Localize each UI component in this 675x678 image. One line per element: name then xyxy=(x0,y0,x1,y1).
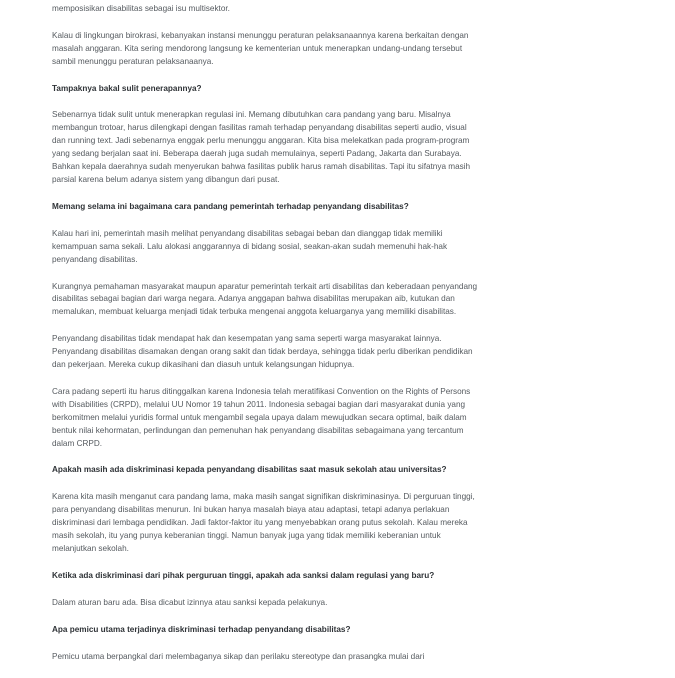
paragraph: Sebenarnya tidak sulit untuk menerapkan regulasi ini. Memang dibutuhkan cara pandang yang baru. Misalnya membangun trotoar, harus dilengkapi dengan fasilitas ramah terhadap penyandang disabilitas seperti audio, visual dan running text. Jadi sebenarnya enggak perlu menunggu anggaran. Kita bisa melekatkan pada program-program yang sedang berjalan saat ini. Beberapa daerah juga sudah memulainya, seperti Padang, Jakarta dan Surabaya. Bahkan kepala daerahnya sudah menyerukan bahwa fasilitas publik harus ramah disabilitas. Tapi itu sifatnya masih parsial karena belum adanya sistem yang dibangun dari pusat. xyxy=(52,110,471,184)
question-heading: Memang selama ini bagaimana cara pandang pemerintah terhadap penyandang disabilitas? xyxy=(52,201,409,211)
paragraph: Pemicu utama berpangkal dari melembaganya sikap dan perilaku stereotype dan prasangka mulai dari xyxy=(52,651,425,661)
paragraph: memposisikan disabilitas sebagai isu multisektor. xyxy=(52,3,230,13)
paragraph: Kurangnya pemahaman masyarakat maupun aparatur pemerintah terkait arti disabilitas dan keberadaan penyandang disabilitas sebagai bagian dari warga negara. Adanya anggapan bahwa disabilitas merupakan aib, kutukan dan memalukan, membuat keluarga menjadi tidak terbuka mengenai anggota keluarganya yang memiliki disabilitas. xyxy=(52,281,478,317)
question-heading: Apakah masih ada diskriminasi kepada penyandang disabilitas saat masuk sekolah atau universitas? xyxy=(52,465,447,475)
paragraph: Dalam aturan baru ada. Bisa dicabut izinnya atau sanksi kepada pelakunya. xyxy=(52,597,328,607)
paragraph: Kalau di lingkungan birokrasi, kebanyakan instansi menunggu peraturan pelaksanaannya karena berkaitan dengan masalah anggaran. Kita sering mendorong langsung ke kementerian untuk menerapkan undang-undang tersebut sambil menunggu peraturan pelaksanaanya. xyxy=(52,30,469,66)
paragraph: Penyandang disabilitas tidak mendapat hak dan kesempatan yang sama seperti warga masyarakat lainnya. Penyandang disabilitas disamakan dengan orang sakit dan tidak berdaya, sehingga tidak perlu diberikan pendidikan dan pekerjaan. Mereka cukup dikasihani dan diasuh untuk kelangsungan hidupnya. xyxy=(52,334,473,370)
question-heading: Tampaknya bakal sulit penerapannya? xyxy=(52,83,202,93)
paragraph: Cara padang seperti itu harus ditinggalkan karena Indonesia telah meratifikasi Convention on the Rights of Persons with Disabilities (CRPD), melalui UU Nomor 19 tahun 2011. Indonesia sebagai bagian dari masyarakat dunia yang berkomitmen melalui yuridis formal untuk mengambil segala upaya dalam mewujudkan secara optimal, baik dalam bentuk nilai kehormatan, perlindungan dan pemenuhan hak penyandang disabilitas sebagaimana yang tercantum dalam CRPD. xyxy=(52,386,471,448)
question-heading: Ketika ada diskriminasi dari pihak perguruan tinggi, apakah ada sanksi dalam regulasi yang baru? xyxy=(52,570,435,580)
article-body xyxy=(52,0,482,678)
question-heading: Apa pemicu utama terjadinya diskriminasi terhadap penyandang disabilitas? xyxy=(52,624,351,634)
paragraph: Kalau hari ini, pemerintah masih melihat penyandang disabilitas sebagai beban dan dianggap tidak memiliki kemampuan sama sekali. Lalu alokasi anggarannya di bidang sosial, seakan-akan sudah memenuhi hak-hak penyandang disabilitas. xyxy=(52,228,448,264)
paragraph: Karena kita masih menganut cara pandang lama, maka masih sangat signifikan diskriminasinya. Di perguruan tinggi, para penyandang disabilitas menurun. Ini bukan hanya masalah biaya atau adaptasi, tetapi adanya perlakuan diskriminasi dari lembaga pendidikan. Jadi faktor-faktor itu yang menyebabkan orang putus sekolah. Kalau mereka masih sekolah, itu yang punya keberanian tinggi. Namun banyak juga yang tidak memiliki keberanian untuk melanjutkan sekolah. xyxy=(52,492,475,553)
